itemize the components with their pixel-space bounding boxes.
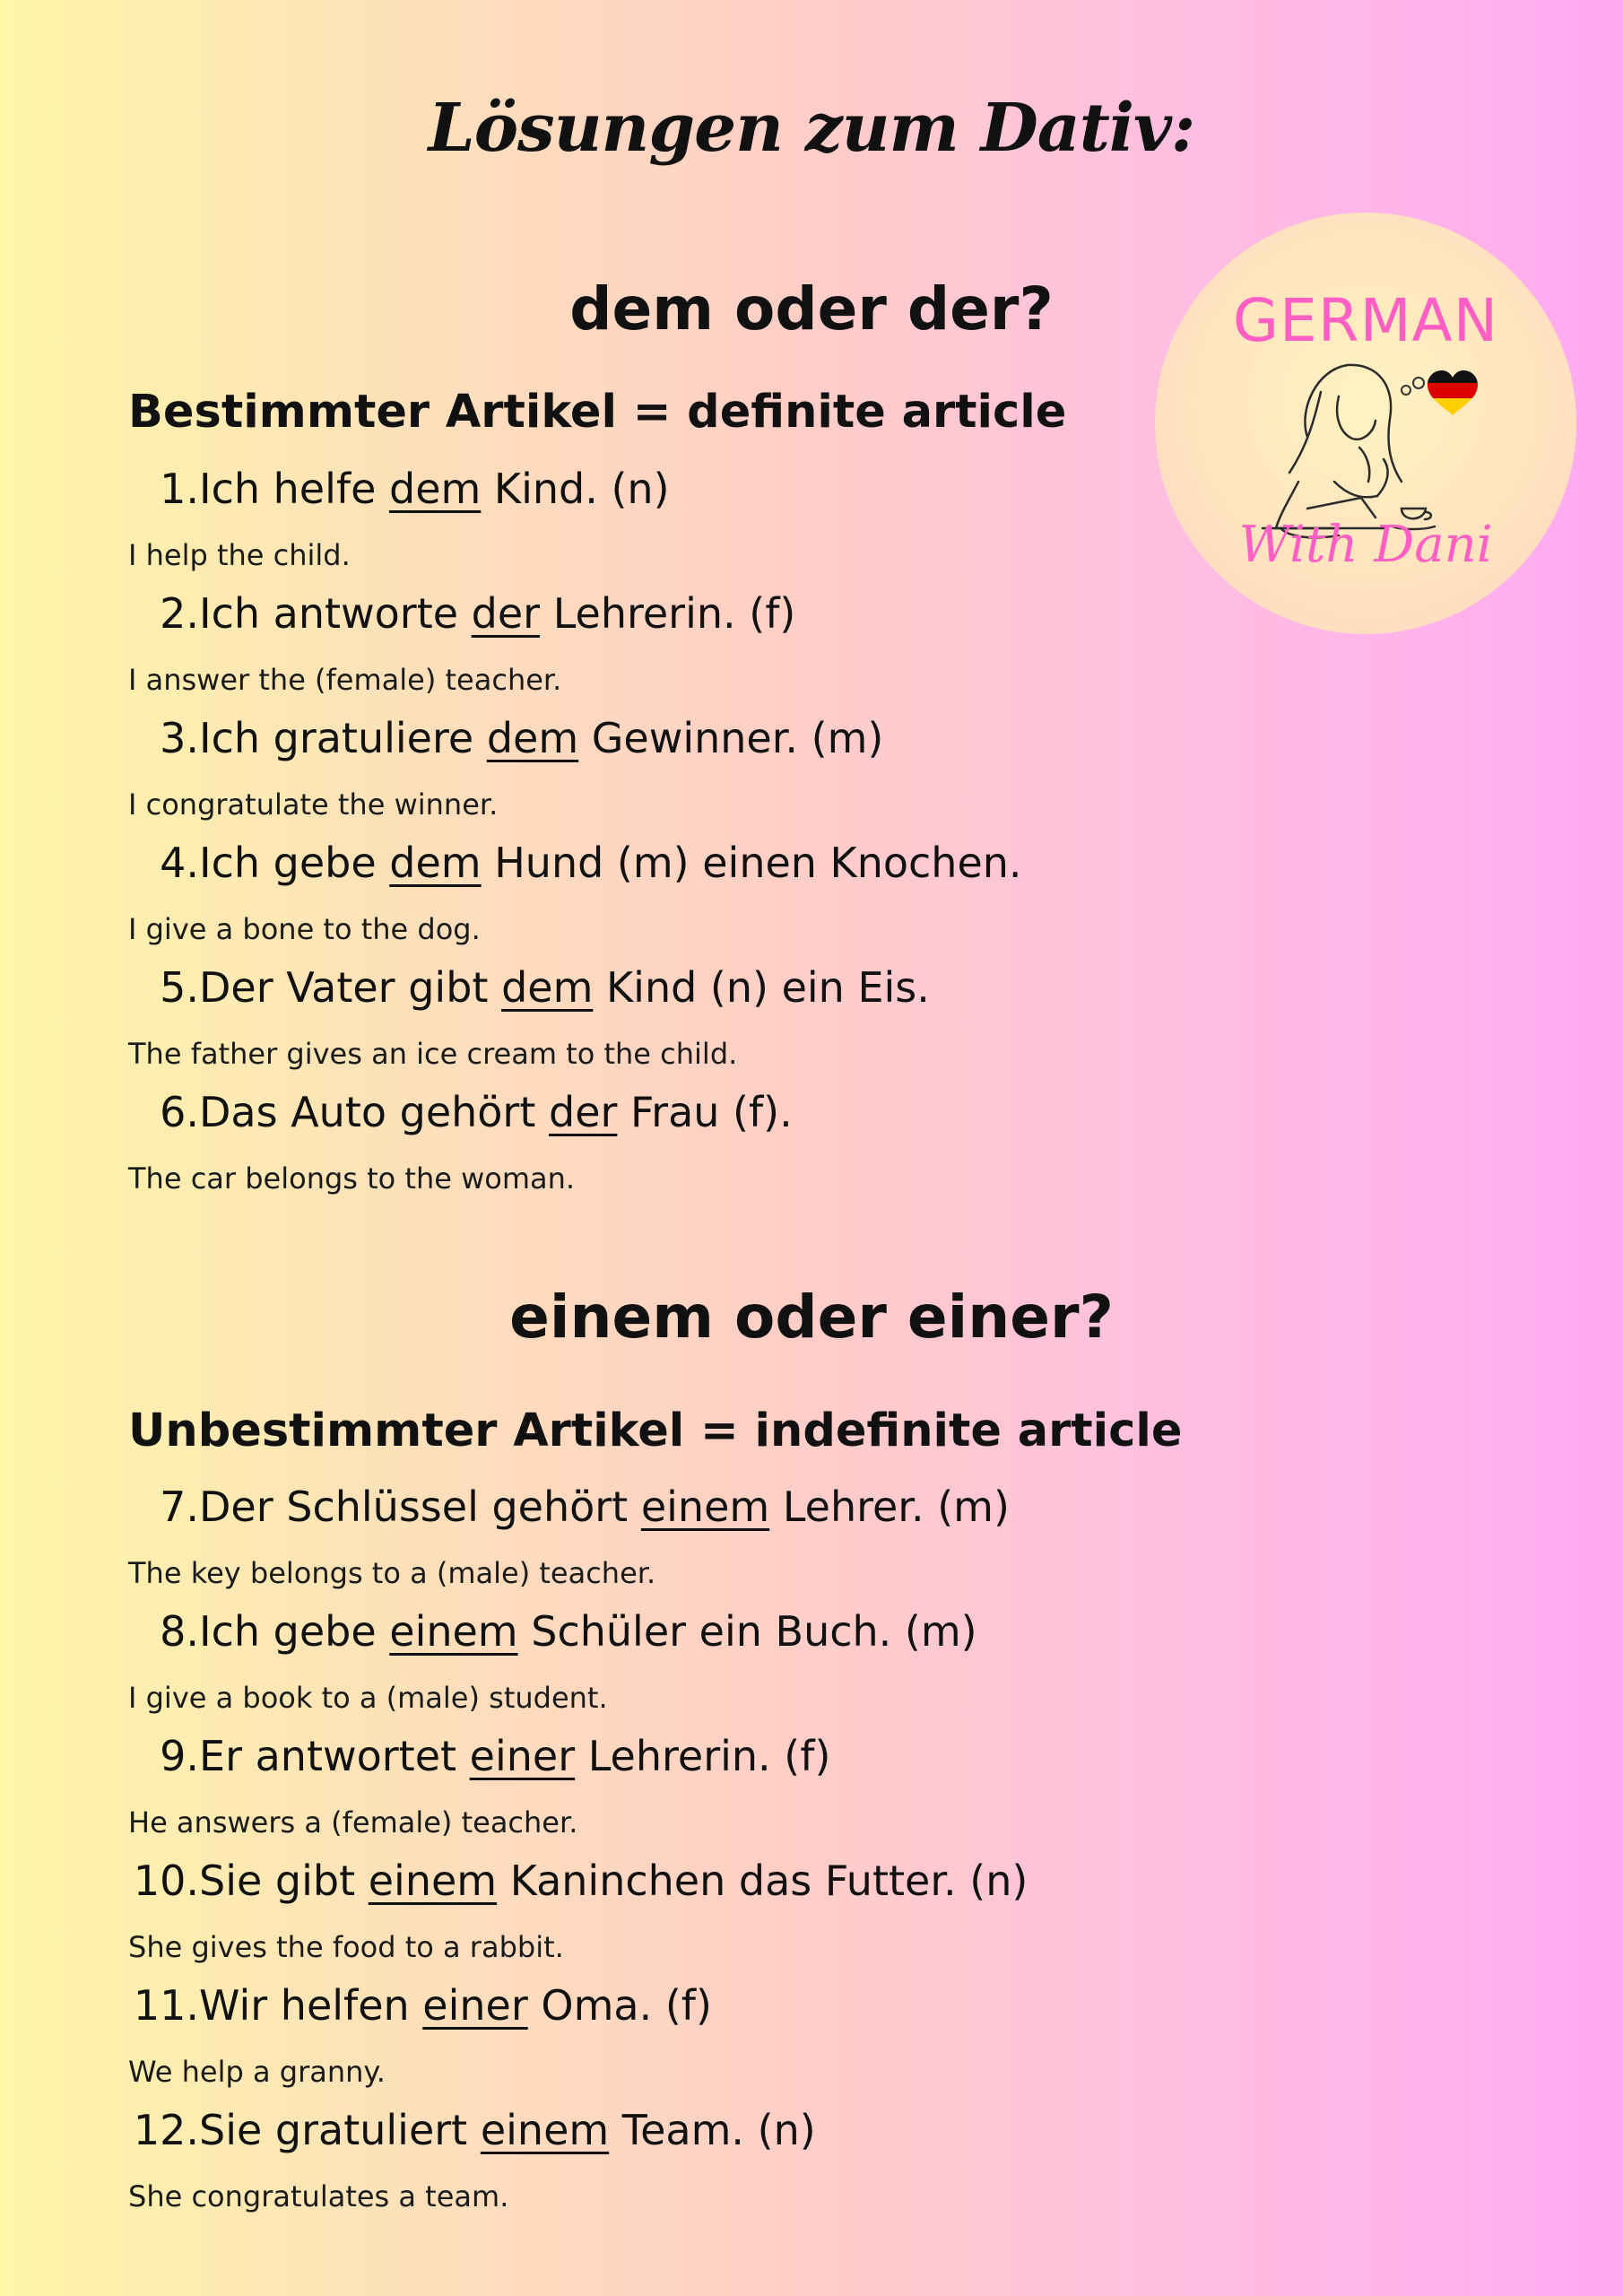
logo-word: GERMAN [1232, 286, 1499, 355]
exercise-item-11 [0, 1980, 712, 2031]
item-answer: dem [486, 714, 579, 762]
item-answer: dem [389, 839, 482, 887]
item-answer: einer [469, 1732, 576, 1780]
logo-script: With Dani [1238, 516, 1493, 574]
translation-4: I give a bone to the dog. [128, 912, 481, 946]
item-text-after: Oma. (f) [527, 1981, 712, 2030]
item-text-after: Kind. (n) [481, 465, 670, 513]
item-number: 2. [160, 589, 199, 638]
translation-6: The car belongs to the woman. [128, 1161, 576, 1196]
item-answer: einem [368, 1857, 498, 1905]
item-text-before: Ich gratuliere [199, 714, 487, 762]
item-text-after: Team. (n) [609, 2106, 816, 2154]
item-number: 10. [133, 1857, 199, 1905]
item-answer: einem [389, 1607, 518, 1656]
translation-2: I answer the (female) teacher. [128, 663, 562, 697]
item-number: 9. [160, 1732, 199, 1780]
item-number: 6. [160, 1088, 199, 1136]
item-text-before: Das Auto gehört [199, 1088, 549, 1136]
item-answer: einer [422, 1981, 528, 2030]
translation-9: He answers a (female) teacher. [128, 1805, 578, 1839]
item-text-after: Lehrer. (m) [769, 1483, 1010, 1531]
item-answer: der [471, 589, 541, 638]
subheading-definite: Bestimmter Artikel = definite article [128, 386, 1067, 439]
exercise-item-5 [0, 962, 930, 1013]
item-text-after: Kaninchen das Futter. (n) [497, 1857, 1028, 1905]
item-answer: einem [480, 2106, 610, 2154]
item-answer: dem [501, 963, 594, 1012]
exercise-item-12 [0, 2105, 816, 2155]
exercise-item-7 [0, 1482, 1010, 1532]
item-number: 11. [133, 1981, 199, 2030]
translation-1: I help the child. [128, 538, 351, 572]
item-text-before: Wir helfen [199, 1981, 423, 2030]
item-answer: der [549, 1088, 618, 1136]
exercise-item-6 [0, 1087, 793, 1137]
item-text-after: Lehrerin. (f) [575, 1732, 831, 1780]
item-text-before: Ich gebe [199, 1607, 390, 1656]
item-number: 1. [160, 465, 199, 513]
item-text-after: Schüler ein Buch. (m) [517, 1607, 977, 1656]
heart-flag-icon [1424, 367, 1481, 418]
section-heading-indefinite: einem oder einer? [509, 1283, 1114, 1352]
item-number: 7. [160, 1483, 199, 1531]
translation-10: She gives the food to a rabbit. [128, 1930, 564, 1964]
translation-3: I congratulate the winner. [128, 787, 499, 822]
item-text-after: Gewinner. (m) [578, 714, 884, 762]
exercise-item-2 [0, 588, 795, 639]
exercise-item-1 [0, 464, 670, 514]
item-text-before: Er antwortet [199, 1732, 470, 1780]
section-heading-definite: dem oder der? [569, 274, 1054, 344]
translation-12: She congratulates a team. [128, 2179, 509, 2213]
item-text-before: Sie gibt [199, 1857, 369, 1905]
item-answer: dem [389, 465, 482, 513]
item-number: 8. [160, 1607, 199, 1656]
exercise-item-3 [0, 713, 883, 763]
item-number: 5. [160, 963, 199, 1012]
exercise-item-9 [0, 1731, 830, 1781]
translation-11: We help a granny. [128, 2055, 386, 2089]
item-text-after: Frau (f). [617, 1088, 793, 1136]
item-text-before: Ich helfe [199, 465, 389, 513]
item-text-before: Der Schlüssel gehört [199, 1483, 641, 1531]
item-text-after: Lehrerin. (f) [540, 589, 796, 638]
exercise-item-10 [0, 1856, 1028, 1906]
item-text-before: Sie gratuliert [199, 2106, 481, 2154]
item-number: 3. [160, 714, 199, 762]
exercise-item-8 [0, 1606, 977, 1657]
item-answer: einem [640, 1483, 770, 1531]
item-text-before: Ich gebe [199, 839, 390, 887]
item-text-before: Ich antworte [199, 589, 472, 638]
item-number: 4. [160, 839, 199, 887]
translation-7: The key belongs to a (male) teacher. [128, 1556, 656, 1590]
item-text-after: Hund (m) einen Knochen. [481, 839, 1022, 887]
page-title: Lösungen zum Dativ: [428, 90, 1195, 167]
item-number: 12. [133, 2106, 199, 2154]
translation-5: The father gives an ice cream to the child. [128, 1037, 738, 1071]
exercise-item-4 [0, 838, 1022, 888]
translation-8: I give a book to a (male) student. [128, 1681, 608, 1715]
item-text-before: Der Vater gibt [199, 963, 502, 1012]
subheading-indefinite: Unbestimmter Artikel = indefinite article [128, 1405, 1183, 1457]
item-text-after: Kind (n) ein Eis. [593, 963, 930, 1012]
